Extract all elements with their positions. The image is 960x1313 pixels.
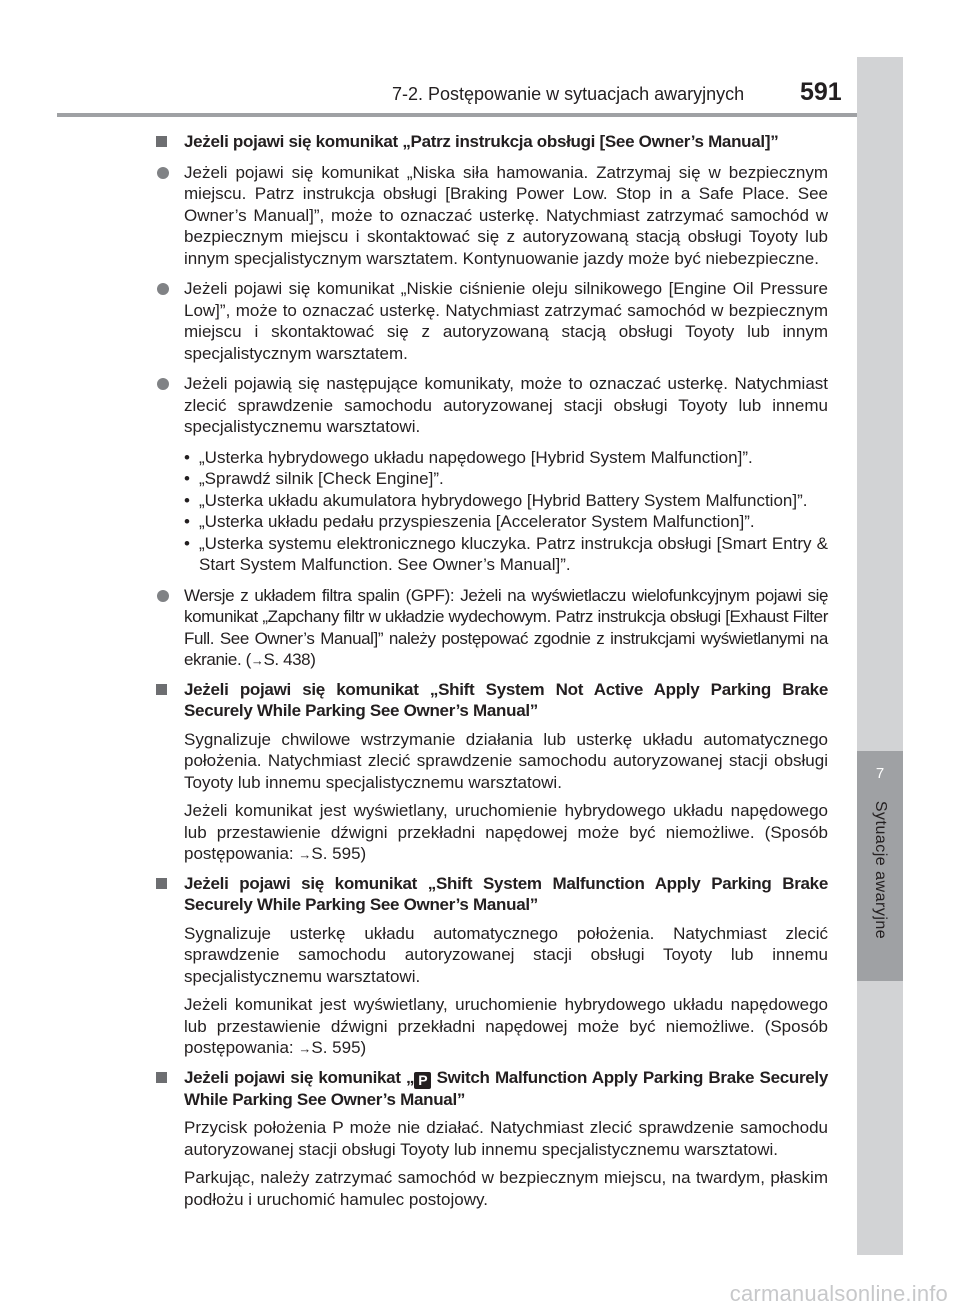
- list-item-text: Jeżeli pojawi się komunikat „Niska siła hamowania. Zatrzymaj się w bezpiecznym miejscu. Patrz instrukcja obsługi [Braking Power Low. Stop in a Safe Place. See Owner’s Manual]”, może to oznaczać usterkę. Natychmiast zatrzymać samochód w bezpiecznym miejscu i skontaktować się z autoryzowaną stacją obsługi Toyoty lub innym specjalistycznym warsztatem. Kontynuowanie jazdy może być niebezpieczne.: [184, 162, 828, 268]
- message-list-item: • „Usterka układu pedału przyspieszenia [Accelerator System Malfunction]”.: [184, 511, 828, 533]
- page-number: 591: [800, 78, 842, 106]
- section-title-end: Switch Malfunction Apply Parking Brake Securely While Parking See Owner’s Manual”: [184, 1067, 829, 1109]
- chapter-sidebar: [857, 57, 903, 1255]
- message-list-item: • „Usterka układu akumulatora hybrydowego [Hybrid Battery System Malfunction]”.: [184, 490, 828, 512]
- list-item-text: Wersje z układem filtra spalin (GPF): Jeżeli na wyświetlaczu wielofunkcyjnym pojawi się komunikat „Zapchany filtr w układzie wydechowym. Patrz instrukcja obsługi [Exhaust Filter Full. See Owner’s Manual]” należy postępować zgodnie z instrukcjami wyświetlanymi na ekranie. (: [184, 585, 828, 669]
- page-reference-link[interactable]: S. 595): [311, 1038, 367, 1057]
- reference-arrow-icon: →: [298, 847, 312, 862]
- bullet-circle-icon: [157, 167, 169, 179]
- paragraph: Sygnalizuje usterkę układu automatycznego położenia. Natychmiast zlecić sprawdzenie samochodu autoryzowanej stacji obsługi Toyoty lub innemu specjalistycznemu warsztatowi.: [184, 923, 828, 986]
- list-item-text: Jeżeli pojawi się komunikat „Niskie ciśnienie oleju silnikowego [Engine Oil Pressure Low]”, może to oznaczać usterkę. Natychmiast zatrzymać samochód w bezpiecznym miejscu i skontaktować się z autoryzowaną stacją obsługi Toyoty lub innym specjalistycznym warsztatem.: [184, 279, 828, 363]
- bullet-circle-icon: [157, 590, 169, 602]
- bullet-circle-icon: [157, 283, 169, 295]
- section-square-icon: [156, 1072, 167, 1083]
- paragraph-text: Jeżeli komunikat jest wyświetlany, uruchomienie hybrydowego układu napędowego lub przestawienie dźwigni przekładni napędowej może być niemożliwe. (Sposób postępowania:: [184, 995, 828, 1057]
- page-reference-link[interactable]: S. 438): [263, 650, 316, 669]
- section-shift-system-malfunction: [156, 873, 828, 1060]
- section-square-icon: [156, 684, 167, 695]
- chapter-number: 7: [875, 765, 885, 782]
- section-title: [184, 1067, 828, 1111]
- paragraph: [184, 994, 828, 1060]
- section-square-icon: [156, 136, 167, 147]
- section-title-start: Jeżeli pojawi się komunikat „: [184, 1067, 415, 1087]
- paragraph: Parkując, należy zatrzymać samochód w bezpiecznym miejscu, na twardym, płaskim podłożu i uruchomić hamulec postojowy.: [184, 1168, 828, 1209]
- reference-arrow-icon: →: [250, 653, 264, 668]
- paragraph: Sygnalizuje chwilowe wstrzymanie działania lub usterkę układu automatycznego położenia. Natychmiast zlecić sprawdzenie samochodu autoryzowanej stacji obsługi Toyoty lub innemu specjalistycznemu warsztatowi.: [184, 729, 828, 792]
- message-list-item: • „Sprawdź silnik [Check Engine]”.: [184, 468, 828, 490]
- section-shift-system-not-active: [156, 679, 828, 866]
- chapter-label: Sytuacje awaryjne: [872, 800, 889, 940]
- parking-p-icon: P: [414, 1072, 431, 1089]
- list-item: [156, 373, 828, 438]
- message-list-item: • „Usterka hybrydowego układu napędowego [Hybrid System Malfunction]”.: [184, 447, 828, 469]
- watermark: carmanualsonline.info: [729, 1281, 948, 1306]
- section-square-icon: [156, 878, 167, 889]
- page-reference-link[interactable]: S. 595): [311, 844, 367, 863]
- paragraph: Przycisk położenia P może nie działać. Natychmiast zlecić sprawdzenie samochodu autoryzowanej stacji obsługi Toyoty lub innemu specjalistycznemu warsztatowi.: [184, 1118, 828, 1159]
- section-see-owners-manual: [156, 131, 828, 153]
- section-title: Jeżeli pojawi się komunikat „Shift System Malfunction Apply Parking Brake Securely While Parking See Owner’s Manual”: [184, 873, 828, 914]
- running-header: 7-2. Postępowanie w sytuacjach awaryjnych: [392, 84, 745, 104]
- reference-arrow-icon: →: [298, 1041, 312, 1056]
- page-content: [156, 124, 828, 1210]
- list-item-text: Jeżeli pojawią się następujące komunikaty, może to oznaczać usterkę. Natychmiast zlecić sprawdzenie samochodu autoryzowanej stacji obsługi Toyoty lub innemu specjalistycznemu warsztatowi.: [184, 374, 828, 436]
- message-list-item: • „Usterka systemu elektronicznego kluczyka. Patrz instrukcja obsługi [Smart Entry & Start System Malfunction. See Owner’s Manual]”.: [184, 533, 828, 576]
- section-title: Jeżeli pojawi się komunikat „Shift System Not Active Apply Parking Brake Securely While Parking See Owner’s Manual”: [184, 679, 828, 720]
- header-divider: [57, 113, 857, 117]
- list-item: [156, 585, 828, 672]
- paragraph-text: Jeżeli komunikat jest wyświetlany, uruchomienie hybrydowego układu napędowego lub przestawienie dźwigni przekładni napędowej może być niemożliwe. (Sposób postępowania:: [184, 801, 828, 863]
- section-title: Jeżeli pojawi się komunikat „Patrz instrukcja obsługi [See Owner’s Manual]”: [184, 132, 779, 151]
- list-item: [156, 278, 828, 364]
- message-list: [184, 447, 828, 576]
- list-item: [156, 162, 828, 270]
- paragraph: [184, 800, 828, 866]
- bullet-circle-icon: [157, 378, 169, 390]
- section-p-switch-malfunction: [156, 1067, 828, 1211]
